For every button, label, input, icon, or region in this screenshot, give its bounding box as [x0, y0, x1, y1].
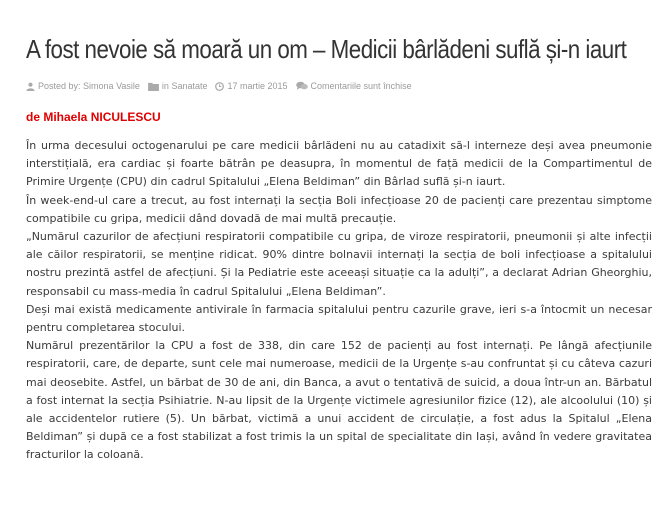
- article-body: [26, 137, 652, 465]
- article: [26, 30, 652, 465]
- paragraph: Numărul prezentărilor la CPU a fost de 338, din care 152 de pacienți au fost internați. Pe lângă afecțiunile respiratorii, care, de departe, sunt cele mai numeroase, medicii de la Urgențe s-au confruntat și cu câteva cazuri mai deosebite. Astfel, un bărbat de 30 de ani, din Banca, a avut o tentativă de suicid, a doua într-un an. Bărbatul a fost internat la secția Psihiatrie. N-au lipsit de la Urgențe victimele agresiunilor fizice (12), ale alcoolului (10) și ale accidentelor rutiere (5). Un bărbat, victimă a unui accident de circulație, a fost adus la Spitalul „Elena Beldiman” și după ce a fost stabilizat a fost trimis la un spital de specialitate din Iași, având în vedere gravitatea fracturilor la coloană.: [26, 339, 652, 462]
- author-link[interactable]: Simona Vasile: [83, 81, 140, 91]
- clock-icon: [215, 82, 224, 91]
- meta-author: [26, 81, 140, 91]
- meta-category: [148, 81, 208, 91]
- meta-comments: [296, 81, 412, 91]
- comments-status: Comentariile sunt închise: [310, 81, 412, 91]
- paragraph: „Numărul cazurilor de afecțiuni respiratorii compatibile cu gripa, de viroze respiratorii, pneumonii și alte infecții ale căilor respiratorii, se menține ridicat. 90% dintre bolnavii internați la secția de boli infecțioase a spitalului nostru prezintă astfel de afecțiuni. Și la Pediatrie este aceeași situație ca la adulți”, a declarat Adrian Gheorghiu, responsabil cu mass-media în cadrul Spitalului „Elena Beldiman”.: [26, 230, 652, 298]
- category-link[interactable]: Sanatate: [171, 81, 208, 91]
- meta-date: [215, 81, 287, 91]
- paragraph: Deși mai există medicamente antivirale în farmacia spitalului pentru cazurile grave, ieri s-a întocmit un necesar pentru completarea stocului.: [26, 302, 652, 335]
- paragraph: În week-end-ul care a trecut, au fost internați la secția Boli infecțioase 20 de pacienți care prezentau simptome compatibile cu gripa, medicii dând dovadă de mai multă precauție.: [26, 193, 652, 225]
- user-icon: [26, 82, 35, 91]
- folder-icon: [148, 82, 159, 91]
- posted-by-label: Posted by:: [38, 81, 81, 91]
- category-prefix: in: [161, 81, 169, 91]
- post-meta: [26, 78, 652, 94]
- paragraph: În urma decesului octogenarului pe care medicii bârlădeni nu au catadixit să-l interneze deși avea pneumonie interstițială, era cardiac și foarte bătrân pe deasupra, în momentul de față medicii de la Compartimentul de Primire Urgențe (CPU) din cadrul Spitalului „Elena Beldiman” din Bârlad suflă și-n iaurt.: [26, 139, 652, 189]
- article-byline: de Mihaela NICULESCU: [26, 110, 161, 124]
- post-date: 17 martie 2015: [227, 81, 288, 91]
- article-title: A fost nevoie să moară un om – Medicii bârlădeni suflă și-n iaurt: [26, 34, 627, 64]
- comments-icon: [296, 81, 308, 91]
